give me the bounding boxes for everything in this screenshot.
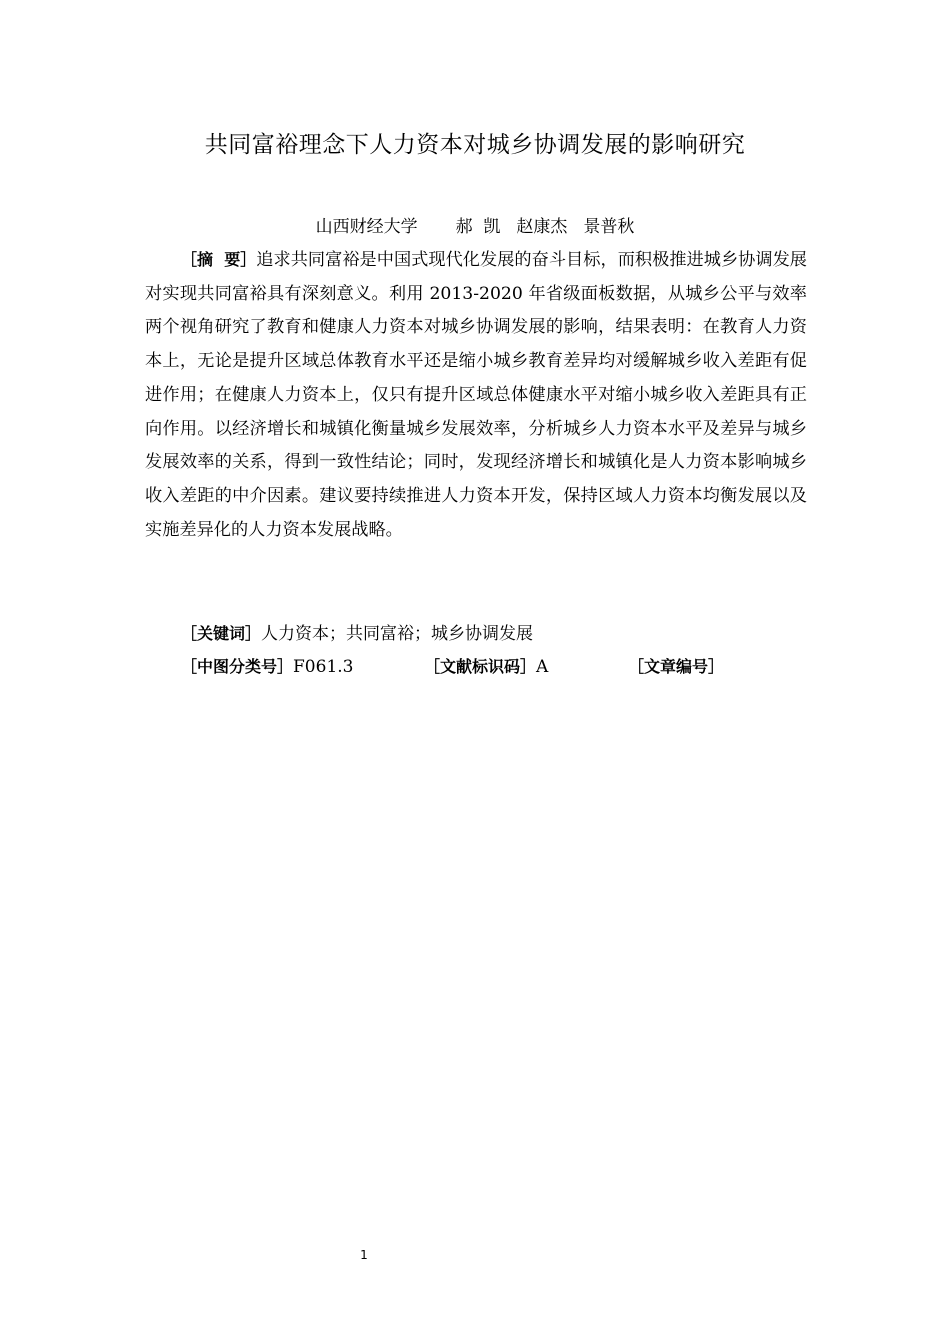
page-number: 1 <box>360 1248 368 1262</box>
keywords <box>181 619 533 644</box>
document-code-label: ［文献标识码］ <box>424 657 537 676</box>
classification-line <box>181 654 724 677</box>
author-name-3: 景普秋 <box>583 217 635 237</box>
article-number-label: ［文章编号］ <box>628 657 725 676</box>
author-name-2: 赵康杰 <box>516 217 568 237</box>
paper-title: 共同富裕理念下人力资本对城乡协调发展的影响研究 <box>204 132 746 158</box>
document-code <box>424 654 628 677</box>
document-code-value: A <box>536 657 549 677</box>
author-name-1: 郝 凯 <box>455 217 501 237</box>
abstract-label: ［摘 要］ <box>181 250 257 269</box>
keywords-text: 人力资本；共同富裕；城乡协调发展 <box>261 624 534 644</box>
article-number <box>628 654 724 677</box>
clc-label: ［中图分类号］ <box>181 657 294 676</box>
author-line <box>0 212 950 237</box>
keywords-label: ［关键词］ <box>181 624 262 643</box>
author-affiliation: 山西财经大学 <box>315 217 418 237</box>
clc-value: F061.3 <box>293 657 354 677</box>
abstract <box>145 243 807 547</box>
clc-code <box>181 654 424 677</box>
abstract-text: 追求共同富裕是中国式现代化发展的奋斗目标，而积极推进城乡协调发展对实现共同富裕具有深刻意义。利用 2013-2020 年省级面板数据，从城乡公平与效率两个视角研究了教育和健康人力资本对城乡协调发展的影响，结果表明：在教育人力资本上，无论是提升区域总体教育水平还是缩小城乡教育差异均对缓解城乡收入差距有促进作用；在健康人力资本上，仅只有提升区域总体健康水平对缩小城乡收入差距具有正向作用。以经济增长和城镇化衡量城乡发展效率，分析城乡人力资本水平及差异与城乡发展效率的关系，得到一致性结论；同时，发现经济增长和城镇化是人力资本影响城乡收入差距的中介因素。建议要持续推进人力资本开发，保持区域人力资本均衡发展以及实施差异化的人力资本发展战略。 <box>145 250 807 540</box>
